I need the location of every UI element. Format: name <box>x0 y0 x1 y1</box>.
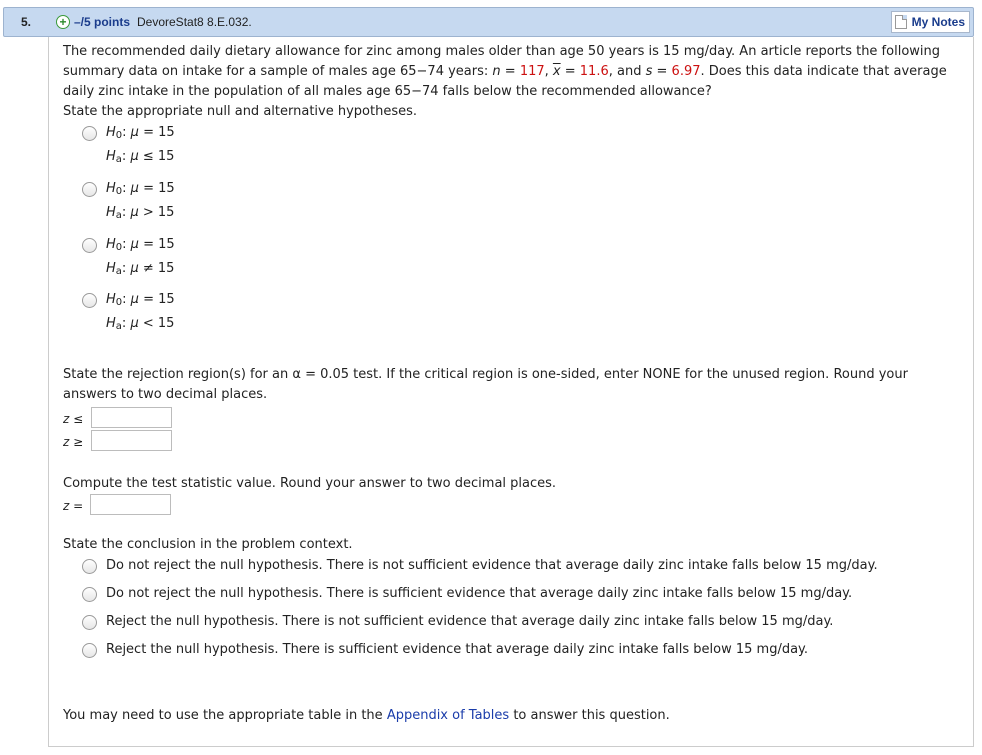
question-source: DevoreStat8 8.E.032. <box>137 15 252 29</box>
s-value: 6.97 <box>671 64 701 79</box>
conclusion-option-4: Reject the null hypothesis. There is sufficient evidence that average daily zinc intake falls below 15 mg/day. <box>106 642 809 657</box>
z-le-label: z ≤ <box>63 412 84 426</box>
hypothesis-radio-4[interactable] <box>82 293 97 308</box>
question-header <box>3 7 974 37</box>
hypothesis-radio-3[interactable] <box>82 238 97 253</box>
z-ge-input[interactable] <box>91 430 172 451</box>
footer-note: You may need to use the appropriate table in the Appendix of Tables to answer this question. <box>63 708 670 723</box>
n-value: 117 <box>519 64 545 79</box>
ha-option-1: $H_a$: μ ≤ 15 <box>106 149 175 165</box>
conclusion-radio-3[interactable] <box>82 615 97 630</box>
problem-line-3: daily zinc intake in the population of all males age 65−74 falls below the recommended allowance? <box>63 84 712 99</box>
problem-line-1: The recommended daily dietary allowance for zinc among males older than age 50 years is 15 mg/day. An article reports the following <box>63 44 941 59</box>
h0-option-2: $H_0$: μ = 15 <box>106 181 175 197</box>
notes-icon <box>895 15 907 29</box>
rejection-prompt-line-1: State the rejection region(s) for an α = 0.05 test. If the critical region is one-sided, enter NONE for the unused region. Round your <box>63 367 908 382</box>
hypothesis-radio-2[interactable] <box>82 182 97 197</box>
my-notes-label: My Notes <box>911 15 965 29</box>
conclusion-option-2: Do not reject the null hypothesis. There is sufficient evidence that average daily zinc intake falls below 15 mg/day. <box>106 586 853 601</box>
conclusion-radio-1[interactable] <box>82 559 97 574</box>
ha-option-3: $H_a$: μ ≠ 15 <box>106 261 175 277</box>
conclusion-option-1: Do not reject the null hypothesis. There is not sufficient evidence that average daily zinc intake falls below 15 mg/day. <box>106 558 878 573</box>
rejection-prompt-line-2: answers to two decimal places. <box>63 387 268 402</box>
z-eq-label: z = <box>63 499 84 513</box>
hypotheses-prompt: State the appropriate null and alternative hypotheses. <box>63 104 417 119</box>
points-label: –/5 points <box>74 15 131 29</box>
question-number: 5. <box>21 15 32 29</box>
ha-option-2: $H_a$: μ > 15 <box>106 205 175 221</box>
conclusion-radio-4[interactable] <box>82 643 97 658</box>
statistic-prompt: Compute the test statistic value. Round your answer to two decimal places. <box>63 476 557 491</box>
ha-option-4: $H_a$: μ < 15 <box>106 316 175 332</box>
h0-option-3: $H_0$: μ = 15 <box>106 237 175 253</box>
problem-line-2: summary data on intake for a sample of males age 65−74 years: n = 117, $\overline{x} = 11.6$, and s = 6.97. Does this data indicate that average <box>63 64 947 79</box>
appendix-link[interactable]: Appendix of Tables <box>386 708 510 723</box>
conclusion-option-3: Reject the null hypothesis. There is not sufficient evidence that average daily zinc intake falls below 15 mg/day. <box>106 614 834 629</box>
expand-plus-icon[interactable]: + <box>56 15 70 29</box>
my-notes-button[interactable] <box>891 11 970 33</box>
z-ge-label: z ≥ <box>63 435 84 449</box>
hypothesis-radio-1[interactable] <box>82 126 97 141</box>
h0-option-4: $H_0$: μ = 15 <box>106 292 175 308</box>
xbar-value: 11.6 <box>579 64 609 79</box>
conclusion-prompt: State the conclusion in the problem context. <box>63 537 353 552</box>
z-le-input[interactable] <box>91 407 172 428</box>
test-statistic-input[interactable] <box>90 494 171 515</box>
h0-option-1: $H_0$: μ = 15 <box>106 125 175 141</box>
conclusion-radio-2[interactable] <box>82 587 97 602</box>
